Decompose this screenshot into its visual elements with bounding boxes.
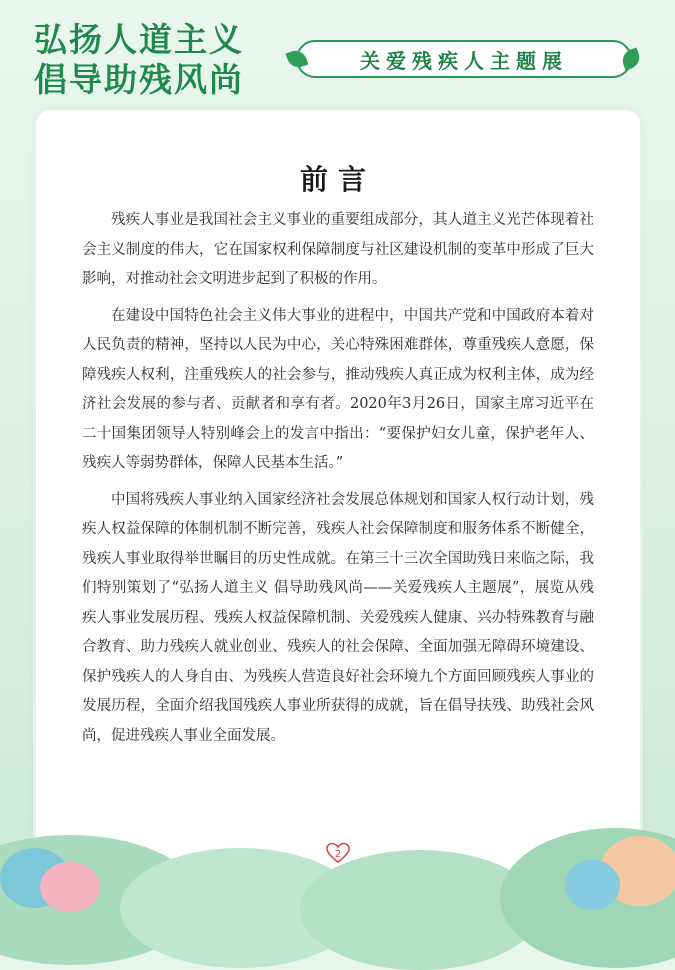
page-number bbox=[326, 842, 350, 864]
flower-decoration bbox=[40, 862, 100, 912]
leaf-icon bbox=[285, 47, 308, 70]
leaf-icon bbox=[619, 47, 642, 70]
header-title bbox=[34, 20, 244, 100]
paragraph-1: 残疾人事业是我国社会主义事业的重要组成部分，其人道主义光芒体现着社会主义制度的伟大，它在国家权利保障制度与社区建设机制的变革中形成了巨大影响，对推动社会文明进步起到了积极的作用。 bbox=[82, 212, 594, 287]
header-title-line1: 弘扬人道主义 bbox=[34, 20, 244, 59]
document-panel bbox=[36, 110, 640, 870]
theme-banner bbox=[296, 40, 632, 78]
paragraph-3: 中国将残疾人事业纳入国家经济社会发展总体规划和国家人权行动计划，残疾人权益保障的体制机制不断完善，残疾人社会保障制度和服务体系不断健全，残疾人事业取得举世瞩目的历史性成就。在第三十三次全国助残日来临之际，我们特别策划了“弘扬人道主义 倡导助残风尚——关爱残疾人主题展”，展览从残疾人事业发展历程、残疾人权益保障机制、关爱残疾人健康、兴办特殊教育与融合教育、助力残疾人就业创业、残疾人的社会保障、全面加强无障碍环境建设、保护残疾人的人身自由、为残疾人营造良好社会环境九个方面回顾残疾人事业的发展历程，全面介绍我国残疾人事业所获得的成就，旨在倡导扶残、助残社会风尚，促进残疾人事业全面发展。 bbox=[82, 491, 594, 744]
header-title-line2: 倡导助残风尚 bbox=[34, 60, 244, 99]
page-number-text: 2 bbox=[334, 849, 342, 860]
flower-decoration bbox=[565, 860, 620, 910]
document-body bbox=[82, 206, 594, 758]
paragraph-2: 在建设中国特色社会主义伟大事业的进程中，中国共产党和中国政府本着对人民负责的精神，坚持以人民为中心，关心特殊困难群体，尊重残疾人意愿，保障残疾人权利，注重残疾人的社会参与，推动残疾人真正成为权利主体，成为经济社会发展的参与者、贡献者和享有者。2020年3月26日，国家主席习近平在二十国集团领导人特别峰会上的发言中指出：“要保护妇女儿童，保护老年人、残疾人等弱势群体，保障人民基本生活。” bbox=[82, 307, 594, 471]
banner-text: 关爱残疾人主题展 bbox=[360, 48, 568, 73]
document-heading: 前言 bbox=[299, 163, 376, 196]
